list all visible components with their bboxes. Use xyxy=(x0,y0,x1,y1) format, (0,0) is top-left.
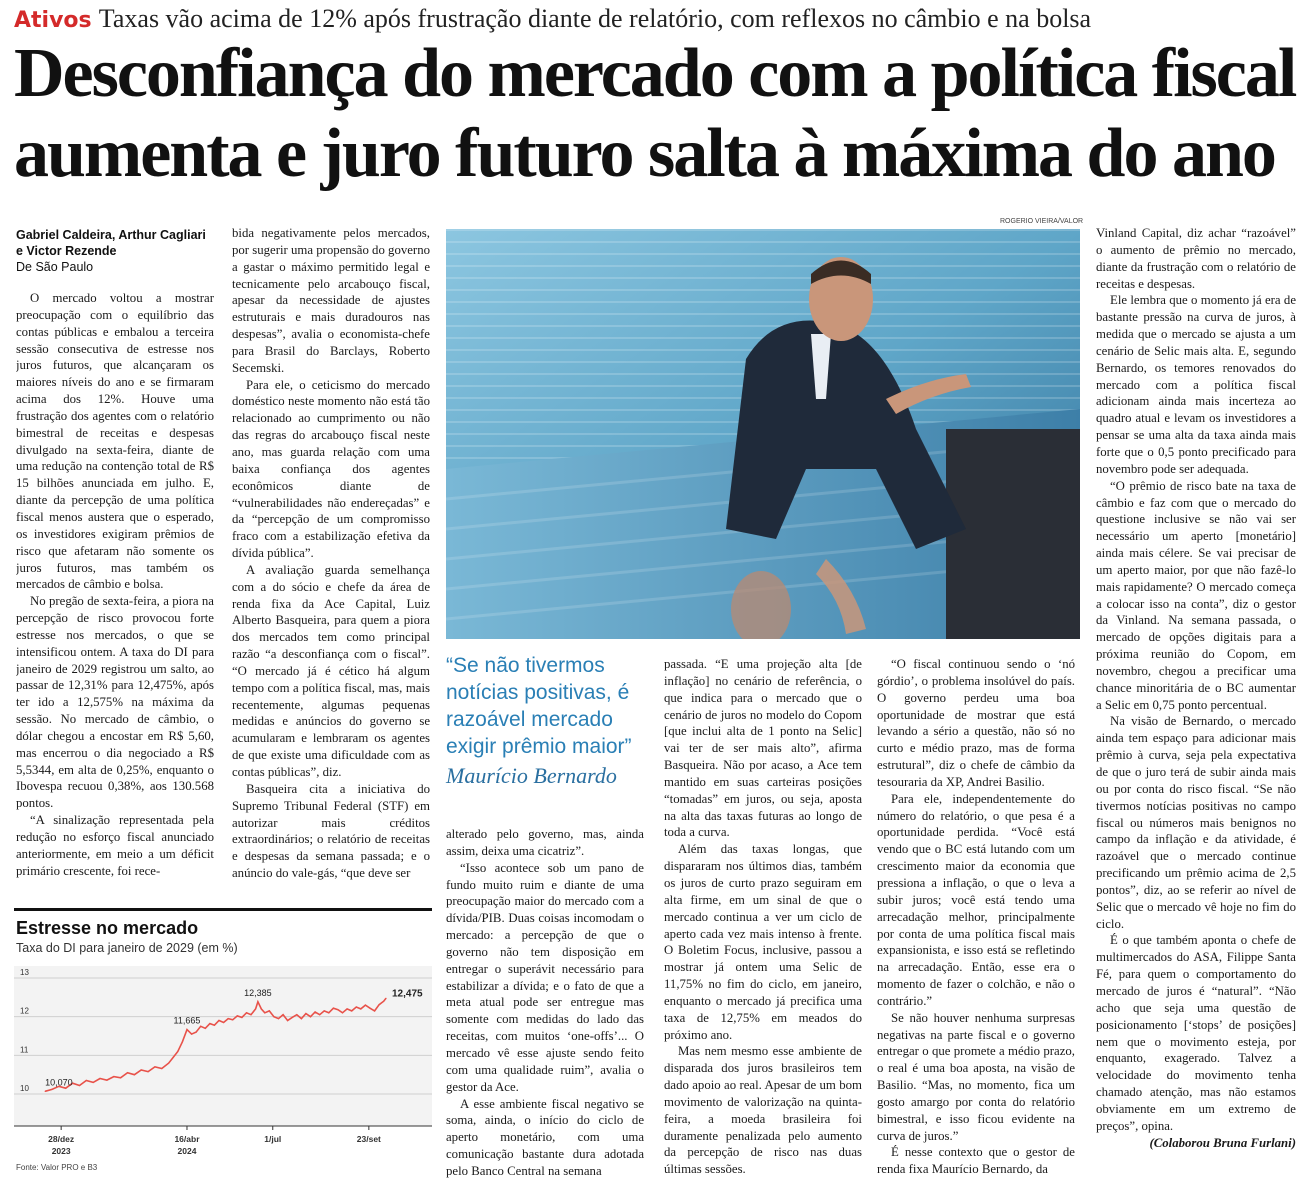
data-point xyxy=(106,1079,107,1080)
data-point xyxy=(324,1010,325,1011)
x-tick-label: 1/jul xyxy=(264,1134,282,1144)
data-point xyxy=(269,1010,270,1011)
y-tick-label: 11 xyxy=(20,1045,29,1055)
data-point xyxy=(99,1078,100,1079)
data-point xyxy=(261,1008,262,1009)
article-kicker xyxy=(14,6,1304,34)
photo-credit: ROGERIO VIEIRA/VALOR xyxy=(1000,218,1084,225)
data-point xyxy=(223,1022,224,1023)
paragraph: Além das taxas longas, que dispararam nos últimos dias, também os juros de curto prazo seguiram em alta firme, em um sinal de que o mercado continua a ver um ciclo de aperto cada vez mais intenso à frente. O Boletim Focus, inclusive, passou a mostrar já ontem uma Selic de 11,75% no fim do ciclo, em janeiro, enquanto o mercado já precifica uma taxa de 12,75% em meados do próximo ano. xyxy=(664,842,862,1042)
data-point xyxy=(374,1010,375,1011)
data-label: 12,385 xyxy=(244,987,272,998)
data-point xyxy=(383,1001,384,1002)
paragraph: Se não houver nenhuma surpresas negativas na parte fiscal e o governo entregar o que promete a médio prazo, o real é uma boa aposta, na visão de Basilio. “Mas, no momento, fica um gosto amargo por conta do relatório bimestral, e isso ficou evidente na curva de juros.” xyxy=(877,1010,1075,1143)
byline: Gabriel Caldeira, Arthur Cagliari e Victor Rezende xyxy=(16,228,206,258)
headline-line-1: Desconfiança do mercado com a política fiscal xyxy=(14,35,1296,112)
data-point xyxy=(161,1068,162,1069)
data-point xyxy=(351,1010,352,1011)
data-point xyxy=(360,1008,361,1009)
data-point xyxy=(154,1066,155,1067)
paragraph: O mercado voltou a mostrar preocupação com o equilíbrio das contas públicas e embalou a terceira sessão consecutiva de estresse nos juros futuros, que alcançaram os maiores níveis do ano e se firmaram acima dos 12%. Houve uma frustração dos agentes com o relatório bimestral de receitas e despesas divulgado na sexta-feira, diante de uma redução na contenção total de R$ 15 bilhões anunciada em julho. E, diante da percepção de uma política fiscal menos austera que o esperado, os investidores exigiram prêmios de risco que afetaram não somente os juros futuros, mas também os mercados de câmbio e bolsa. xyxy=(16,291,214,592)
data-label: 10,070 xyxy=(45,1077,73,1088)
data-point xyxy=(337,1009,338,1010)
data-point xyxy=(356,1006,357,1007)
column-2 xyxy=(232,225,430,901)
data-point xyxy=(51,1089,52,1090)
paragraph: “Isso acontece sob um pano de fundo muito ruim e diante de uma preocupação maior do mercado com a dívida/PIB. Duas coisas incomodam o mercado: a percepção de que o governo não tem disposição em entregar o superávit necessário para estabilizar a dívida; e o fato de que a meta atual pode ser entregue mas somente com medidas do lado das receitas, com muitos ‘one-offs’... O mercado vê esse ajuste sendo feito com uma qualidade ruim”, avalia o gestor da Ace. xyxy=(446,860,644,1094)
data-point xyxy=(347,1008,348,1009)
data-point xyxy=(319,1014,320,1015)
article-deck: Taxas vão acima de 12% após frustração diante de relatório, com reflexos no câmbio e na bolsa xyxy=(98,4,1092,33)
data-point xyxy=(228,1018,229,1019)
paragraph: Na visão de Bernardo, o mercado ainda tem espaço para adicionar mais prêmio à curva, seja pela expectativa de que o juro terá de subir ainda mais ou por conta do risco fiscal. “Se não tivermos notícias positivas no campo fiscal ou números mais benignos no campo da inflação e da atividade, é razoável que o mercado continue precificando um prêmio acima de 2,5 pontos”, diz, ao se referir ao nível de Selic que o mercado vê hoje no fim do ciclo. xyxy=(1096,714,1296,931)
data-point xyxy=(310,1016,311,1017)
paragraph: “O fiscal continuou sendo o ‘nó górdio’, o problema insolúvel do país. O governo perdeu uma boa oportunidade de mostrar que está levando a sério a questão, não só no curto e médio prazo, mas de forma estrutural”, diz o chefe de câmbio da tesouraria da XP, Andrei Basilio. xyxy=(877,657,1075,789)
data-point xyxy=(379,1004,380,1005)
paragraph: A esse ambiente fiscal negativo se soma, ainda, o início do ciclo de aperto monetário, com uma comunicação bastante dura adotada pelo Banco Central na semana xyxy=(446,1096,644,1178)
paragraph: Para ele, o ceticismo do mercado doméstico neste momento não está tão relacionado ao cumprimento ou não das regras do arcabouço fiscal neste ano, mas guarda relação com uma baixa confiança dos agentes econômicos diante de “vulnerabilidades não endereçadas” e da “percepção de um compromisso fraco com a estabilização efetiva da dívida pública”. xyxy=(232,377,430,561)
chart-container xyxy=(14,908,432,1180)
data-point xyxy=(191,1033,192,1034)
data-point xyxy=(257,1001,258,1002)
data-point xyxy=(232,1019,233,1020)
pull-quote-text: “Se não tivermos notícias positivas, é razoável mercado exigir prêmio maior” xyxy=(446,654,632,758)
column-1 xyxy=(16,290,214,902)
column-5 xyxy=(877,656,1075,1180)
data-point xyxy=(292,1017,293,1018)
data-point xyxy=(86,1080,87,1081)
paragraph: Para ele, independentemente do número do relatório, o que pesa é a oportunidade perdida. “Você está vendo que o BC está lutando com um crescimento maior da economia que pressiona a inflação, o que o leva a subir juros; você está tendo uma arrecadação melhor, principalmente por conta de uma política fiscal mais expansionista, e isso está se refletindo na arrecadação. Então, esse era o momento de fazer o colchão, e não o contrário.” xyxy=(877,791,1075,1008)
data-point xyxy=(214,1025,215,1026)
data-point xyxy=(209,1023,210,1024)
x-tick-label: 28/dez xyxy=(48,1134,75,1144)
data-point xyxy=(79,1085,80,1086)
data-point xyxy=(173,1057,174,1058)
dateline: De São Paulo xyxy=(16,260,94,274)
paragraph: É o que também aponta o chefe de multimercados do ASA, Filippe Santa Fé, para quem o comportamento do mercado de juros é “natural”. “Não acho que seja uma questão de posicionamento [‘stops’ de posições] nem que o movimento esteja, por enquanto, exagerado. Talvez a velocidade do movimento tenha chamado atenção, mas não estamos obviamente em um extremo de preços”, opina. xyxy=(1096,933,1296,1133)
data-point xyxy=(241,1017,242,1018)
paragraph: bida negativamente pelos mercados, por sugerir uma propensão do governo a gastar o máximo permitido legal e tecnicamente pelo arcabouço fiscal, apesar da necessidade de ajustes estruturais e mais duradouros nas despesas”, avalia o economista-chefe para Brasil do Barclays, Roberto Secemski. xyxy=(232,226,430,375)
paragraph: No pregão de sexta-feira, a piora na percepção de risco provocou forte estresse nos mercados, o que se intensificou ontem. A taxa do DI para janeiro de 2029 registrou um salto, ao passar de 12,31% para 12,475%, após ter ido a 12,575% na máxima da sessão. No mercado de câmbio, o dólar chegou a encostar em R$ 5,60, mas encerrou o dia negociado a R$ 5,5344, em alta de 0,25%, enquanto o Ibovespa recuou 0,38%, aos 130.568 pontos. xyxy=(16,594,214,811)
column-6 xyxy=(1096,225,1296,1180)
paragraph: Mas nem mesmo esse ambiente de disparada dos juros brasileiros tem dado apoio ao real. Apesar de um bom movimento de valorização na quinta-feira, a moeda brasileira foi duramente penalizada pelo aumento da percepção de risco nas duas últimas sessões. xyxy=(664,1044,862,1177)
paragraph: É nesse contexto que o gestor de renda fixa Maurício Bernardo, da xyxy=(877,1145,1075,1177)
data-point xyxy=(278,1018,279,1019)
data-point xyxy=(177,1051,178,1052)
data-point xyxy=(333,1008,334,1009)
chart-plot-background xyxy=(14,966,432,1126)
data-point xyxy=(65,1088,66,1089)
section-label[interactable]: Ativos xyxy=(14,8,92,33)
data-point xyxy=(127,1072,128,1073)
headline-line-2: aumenta e juro futuro salta à máxima do ano xyxy=(14,115,1275,192)
data-point xyxy=(113,1076,114,1077)
data-point xyxy=(301,1018,302,1019)
data-point xyxy=(45,1091,46,1092)
paragraph: passada. “E uma projeção alta [de inflação] no cenário de referência, o que indica para o mercado que o cenário de juros no modelo do Copom [que inclui alta de 1 ponto na Selic] vai ter de ser mais alto”, afirma Basqueira. Não por acaso, a Ace tem mantido em suas carteiras posições “tomadas” em juros, ou seja, aposta na alta das taxas futuras ao longo de toda a curva. xyxy=(664,657,862,840)
data-point xyxy=(282,1014,283,1015)
paragraph: alterado pelo governo, mas, ainda assim, deixa uma cicatriz”. xyxy=(446,827,644,858)
data-point xyxy=(196,1032,197,1033)
pull-quote xyxy=(446,652,652,789)
data-point xyxy=(365,1004,366,1005)
x-tick-year-label: 2024 xyxy=(177,1146,197,1156)
data-point xyxy=(246,1012,247,1013)
x-tick-label: 16/abr xyxy=(174,1134,200,1144)
x-tick-year-label: 2023 xyxy=(51,1146,71,1156)
data-point xyxy=(237,1015,238,1016)
data-point xyxy=(369,1008,370,1009)
data-point xyxy=(328,1012,329,1013)
data-point xyxy=(342,1012,343,1013)
paragraph: “A sinalização representada pela redução no esforço fiscal anunciado anteriormente, em meio a um déficit primário crescente, foi rece- xyxy=(16,813,214,878)
data-label: 12,475 xyxy=(392,988,423,1000)
data-point xyxy=(273,1016,274,1017)
chart-title: Estresse no mercado xyxy=(16,918,199,938)
data-point xyxy=(168,1062,169,1063)
paragraph: A avaliação guarda semelhança com a do sócio e chefe da área de renda fixa da Ace Capital, Luiz Alberto Basqueira, para quem a piora dos mercados tem como principal razão “a desconfiança com o fiscal”. “O mercado já é cético há algum tempo com a política fiscal, mas, mais recentemente, algumas pequenas medidas e anúncios do governo se acumularam e lembraram os agentes de que existe uma dificuldade com as contas públicas”, diz. xyxy=(232,562,430,779)
data-point xyxy=(250,1014,251,1015)
line-chart xyxy=(14,966,432,1161)
x-tick-label: 23/set xyxy=(356,1134,381,1144)
column-3 xyxy=(446,826,644,1180)
data-point xyxy=(141,1069,142,1070)
data-point xyxy=(186,1029,187,1030)
data-point xyxy=(296,1014,297,1015)
data-point xyxy=(205,1028,206,1029)
data-point xyxy=(218,1020,219,1021)
data-point xyxy=(120,1077,121,1078)
article-photo xyxy=(446,229,1080,639)
data-point xyxy=(255,1008,256,1009)
column-4 xyxy=(664,656,862,1180)
data-point xyxy=(200,1026,201,1027)
data-point xyxy=(93,1082,94,1083)
data-point xyxy=(182,1041,183,1042)
y-tick-label: 12 xyxy=(20,1006,29,1016)
headline xyxy=(14,34,1304,194)
data-point xyxy=(385,998,386,999)
data-point xyxy=(134,1074,135,1075)
y-tick-label: 10 xyxy=(20,1084,29,1093)
paragraph: “O prêmio de risco bate na taxa de câmbio e faz com que o mercado do questione inclusive se não vai ser necessário um aperto [monetário] ainda mais célere. Se vai precisar de um aperto maior, por que não fazê-lo mais rapidamente? O mercado começa a colocar isso na conta”, diz o gestor da Vinland. Na semana passada, o mercado de opções digitais para a próxima reunião do Copom, em novembro, chegou a precificar uma chance minoritária de o BC aumentar a Selic em 0,75 ponto percentual. xyxy=(1096,478,1296,712)
collaboration-note: (Colaborou Bruna Furlani) xyxy=(1149,1135,1296,1150)
y-tick-label: 13 xyxy=(20,968,29,977)
chart-source: Fonte: Valor PRO e B3 xyxy=(16,1163,98,1172)
chart-subtitle: Taxa do DI para janeiro de 2029 (em %) xyxy=(16,941,238,955)
data-point xyxy=(314,1011,315,1012)
data-point xyxy=(147,1071,148,1072)
paragraph: Ele lembra que o momento já era de bastante pressão na curva de juros, à medida que o mercado se ajusta a um cenário de Selic mais alta. E, segundo Bernardo, os temores renovados do mercado com a política fiscal adicionam ainda mais incerteza ao quadro atual e levam os investidores a pensar se uma alta da taxa ainda mais forte que o 0,5 ponto precificado para novembro pode ser adequada. xyxy=(1096,293,1296,476)
paragraph: Basqueira cita a iniciativa do Supremo Tribunal Federal (STF) em autorizar mais créditos extraordinários; o relatório de receitas e despesas da semana passada; e o anúncio do vale-gás, “que deve ser xyxy=(232,781,430,881)
data-point xyxy=(305,1013,306,1014)
data-label: 11,665 xyxy=(173,1015,201,1026)
photo-illustration xyxy=(446,229,1080,639)
pull-quote-attribution: Maurício Bernardo xyxy=(446,763,617,788)
data-point xyxy=(264,1012,265,1013)
chart-top-rule xyxy=(14,908,432,911)
paragraph: Vinland Capital, diz achar “razoável” o aumento de prêmio no mercado, diante da frustração com o relatório de receitas e despesas. xyxy=(1096,226,1296,291)
data-point xyxy=(287,1020,288,1021)
